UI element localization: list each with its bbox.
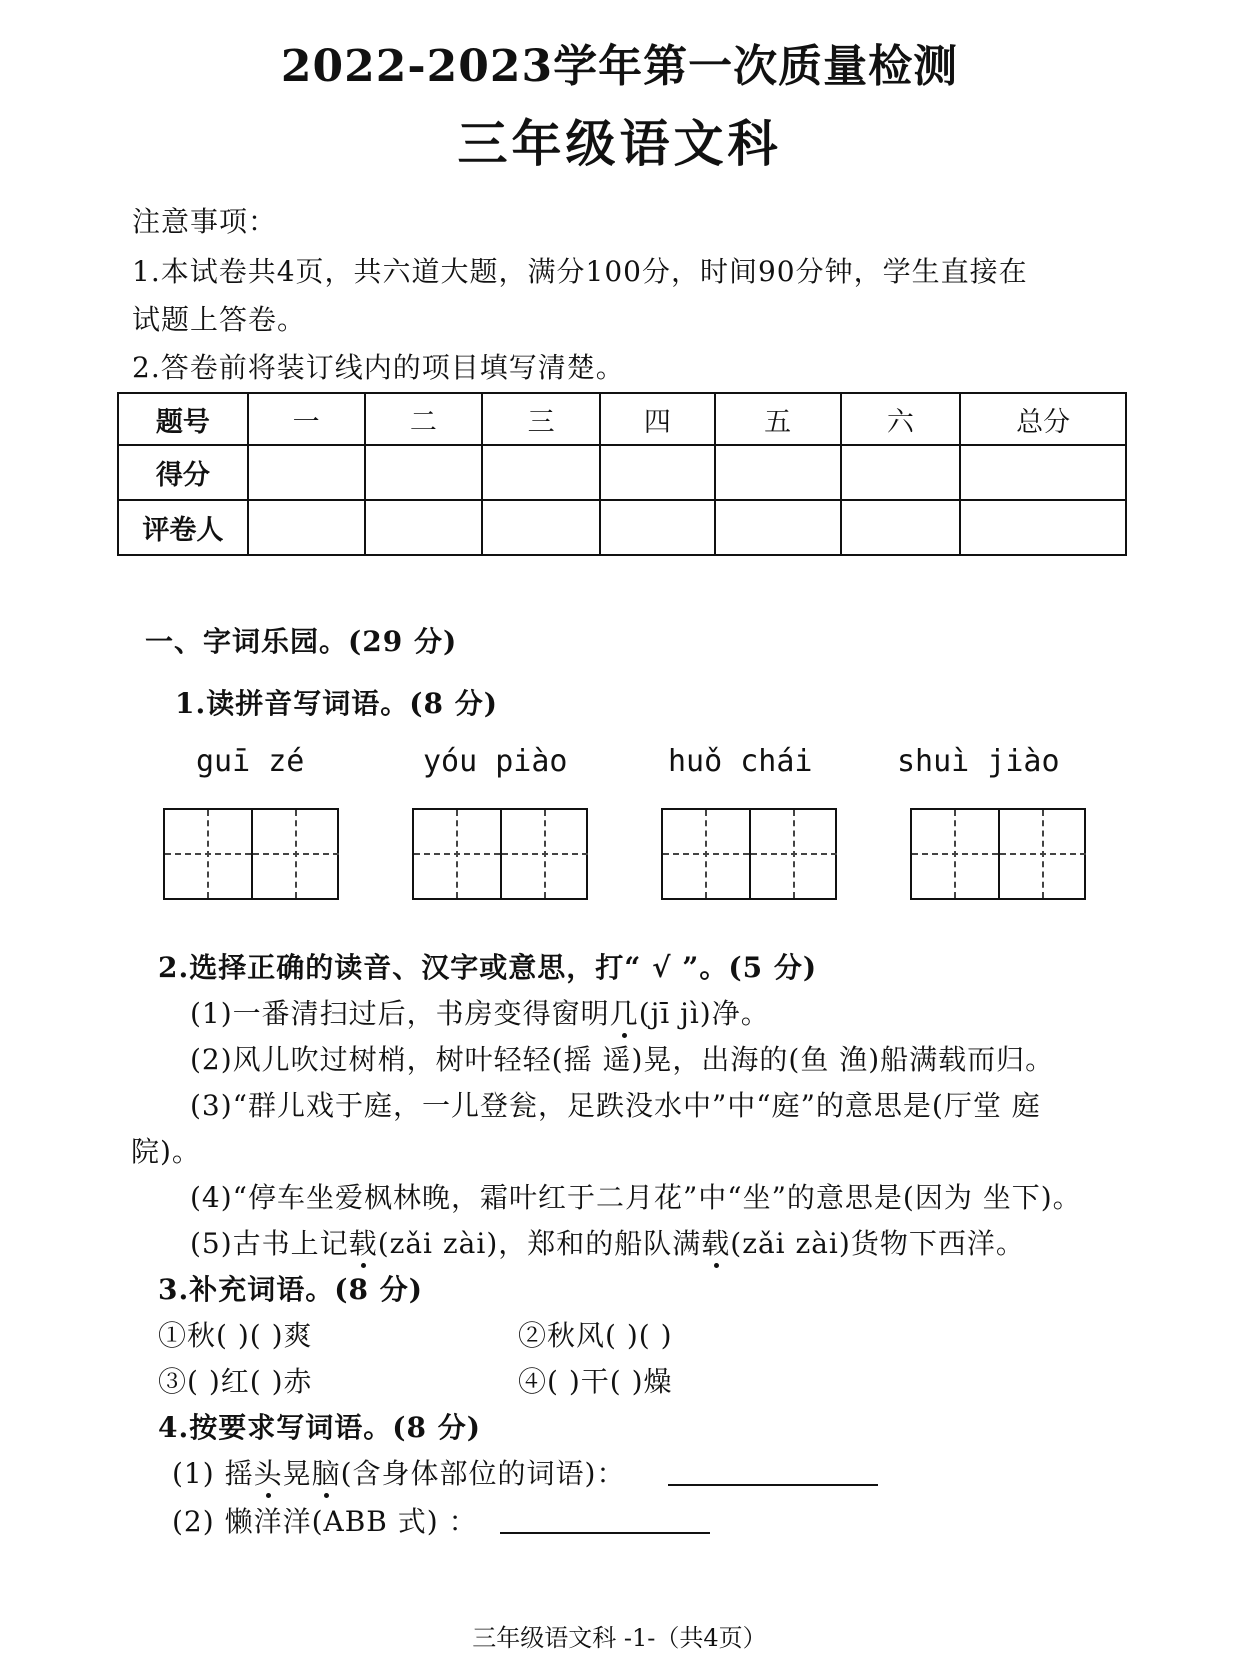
- pinyin-label: shuì jiào: [897, 744, 1060, 779]
- q4-item-1: [172, 1452, 625, 1492]
- grid-cell[interactable]: [912, 810, 998, 898]
- score-cell[interactable]: [715, 445, 841, 500]
- q3-item-4[interactable]: ④( )干( )燥: [518, 1365, 673, 1398]
- grader-cell[interactable]: [600, 500, 715, 555]
- writing-grid[interactable]: [163, 808, 339, 900]
- grader-cell[interactable]: [365, 500, 483, 555]
- score-header-cell: 六: [841, 393, 961, 445]
- grid-cell[interactable]: [500, 810, 588, 898]
- score-header-cell: 五: [715, 393, 841, 445]
- score-cell[interactable]: [248, 445, 365, 500]
- answer-blank-1[interactable]: [668, 1454, 878, 1486]
- score-header-cell: 一: [248, 393, 365, 445]
- emphasis-char: 载: [349, 1222, 378, 1262]
- score-table-header-row: [118, 393, 1126, 445]
- notes-line-2: 2.答卷前将装订线内的项目填写清楚。: [132, 351, 625, 384]
- score-cell[interactable]: [960, 445, 1126, 500]
- grid-cell[interactable]: [998, 810, 1086, 898]
- q2-item-5-options[interactable]: (zǎi zài)，郑和的船队满: [377, 1227, 702, 1260]
- q2-item-2[interactable]: (2)风儿吹过树梢，树叶轻轻(摇 遥)晃，出海的(鱼 渔)船满载而归。: [190, 1043, 1055, 1076]
- q3-item-2[interactable]: ②秋风( )( ): [518, 1319, 673, 1352]
- writing-grid[interactable]: [661, 808, 837, 900]
- page-footer: 三年级语文科 -1-（共4页）: [472, 1624, 767, 1652]
- q4-item-1-text-mid: 晃: [282, 1457, 312, 1490]
- grid-cell[interactable]: [251, 810, 339, 898]
- grader-cell[interactable]: [248, 500, 365, 555]
- score-header-cell: 总分: [960, 393, 1126, 445]
- pinyin-label: yóu piào: [423, 744, 568, 779]
- q2-title: 2.选择正确的读音、汉字或意思，打“ √ ”。(5 分): [158, 951, 818, 984]
- answer-blank-2[interactable]: [500, 1502, 710, 1534]
- q3-title: 3.补充词语。(8 分): [158, 1273, 423, 1306]
- q2-item-5-text: (5)古书上记: [190, 1227, 349, 1260]
- q2-item-5: [190, 1222, 1025, 1262]
- writing-grid[interactable]: [412, 808, 588, 900]
- q2-item-4[interactable]: (4)“停车坐爱枫林晚，霜叶红于二月花”中“坐”的意思是(因为 坐下)。: [190, 1181, 1082, 1214]
- grader-row: [118, 500, 1126, 555]
- q4-title: 4.按要求写词语。(8 分): [158, 1411, 481, 1444]
- q4-item-1-text: (1) 摇: [172, 1457, 254, 1490]
- q2-item-1-options[interactable]: (jī jì)净。: [638, 997, 770, 1030]
- notes-heading: 注意事项：: [132, 205, 278, 238]
- notes-line-1b: 试题上答卷。: [132, 303, 307, 336]
- q4-item-1-text-post: (含身体部位的词语)：: [340, 1457, 626, 1490]
- grader-row-label: 评卷人: [118, 500, 248, 555]
- section-1-title: 一、字词乐园。(29 分): [145, 625, 458, 658]
- q3-item-3[interactable]: ③( )红( )赤: [158, 1365, 313, 1398]
- exam-title: 2022-2023学年第一次质量检测: [280, 41, 959, 92]
- score-header-cell: 四: [600, 393, 715, 445]
- grader-cell[interactable]: [960, 500, 1126, 555]
- grid-cell[interactable]: [165, 810, 251, 898]
- score-header-cell: 三: [482, 393, 600, 445]
- grid-cell[interactable]: [663, 810, 749, 898]
- grader-cell[interactable]: [482, 500, 600, 555]
- grader-cell[interactable]: [715, 500, 841, 555]
- q4-item-2: (2) 懒洋洋(ABB 式) ：: [172, 1505, 478, 1538]
- emphasis-char: 头: [254, 1452, 283, 1492]
- score-header-cell: 二: [365, 393, 483, 445]
- q2-item-3[interactable]: (3)“群儿戏于庭，一儿登瓮，足跌没水中”中“庭”的意思是(厅堂 庭: [190, 1089, 1041, 1122]
- score-row-label: 得分: [118, 445, 248, 500]
- grid-cell[interactable]: [414, 810, 500, 898]
- q2-item-3-cont[interactable]: 院)。: [131, 1135, 201, 1168]
- score-cell[interactable]: [365, 445, 483, 500]
- score-row: [118, 445, 1126, 500]
- grader-cell[interactable]: [841, 500, 961, 555]
- writing-grid[interactable]: [910, 808, 1086, 900]
- notes-line-1: 1.本试卷共4页，共六道大题，满分100分，时间90分钟，学生直接在: [132, 255, 1028, 288]
- emphasis-char: 脑: [312, 1452, 341, 1492]
- pinyin-label: huǒ chái: [668, 744, 813, 779]
- q2-item-5-options-2[interactable]: (zǎi zài)货物下西洋。: [730, 1227, 1025, 1260]
- score-table: [117, 392, 1127, 556]
- emphasis-char: 几: [610, 992, 639, 1032]
- q1-title: 1.读拼音写词语。(8 分): [175, 687, 498, 720]
- q2-item-1: [190, 992, 770, 1032]
- emphasis-char: 载: [701, 1222, 730, 1262]
- score-cell[interactable]: [841, 445, 961, 500]
- q2-item-1-text: (1)一番清扫过后，书房变得窗明: [190, 997, 610, 1030]
- pinyin-label: guī zé: [196, 744, 305, 779]
- score-cell[interactable]: [482, 445, 600, 500]
- score-cell[interactable]: [600, 445, 715, 500]
- exam-subject: 三年级语文科: [457, 114, 782, 173]
- q3-item-1[interactable]: ①秋( )( )爽: [158, 1319, 313, 1352]
- grid-cell[interactable]: [749, 810, 837, 898]
- score-header-cell: 题号: [118, 393, 248, 445]
